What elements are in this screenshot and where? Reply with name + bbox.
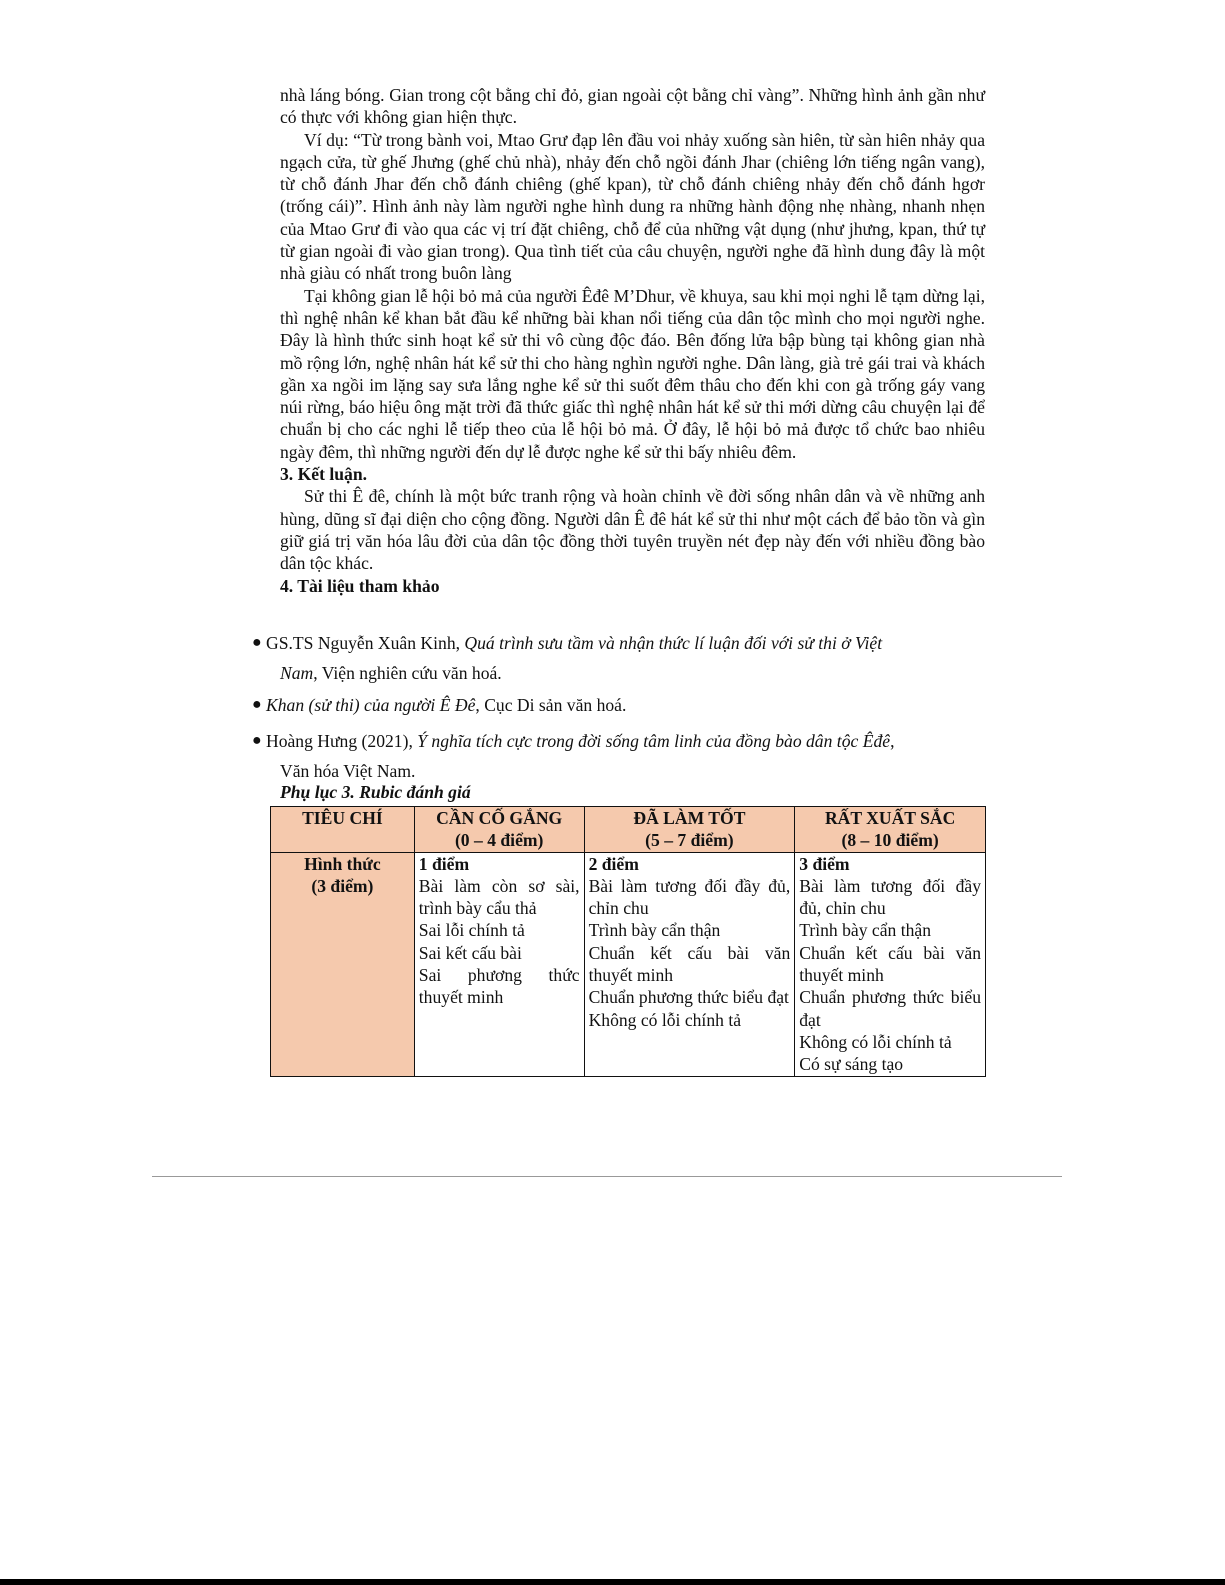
heading-conclusion: 3. Kết luận.	[280, 464, 367, 485]
header-level-2	[584, 807, 795, 853]
header-range: (8 – 10 điểm)	[841, 830, 939, 851]
rubric-item: Chuẩn phương thức biểu đạt	[588, 987, 789, 1008]
reference-title: Ý nghĩa tích cực trong đời sống tâm linh của đồng bào dân tộc Êđê	[417, 731, 891, 751]
table-header-row	[271, 807, 986, 853]
reference-author: GS.TS Nguyễn Xuân Kinh,	[266, 633, 465, 653]
paragraph-1: nhà láng bóng. Gian trong cột bằng chỉ đỏ, gian ngoài cột bằng chỉ vàng”. Những hình ảnh gần như có thực với không gian hiện thực.	[280, 85, 985, 128]
reference-publisher: Văn hóa Việt Nam.	[280, 761, 416, 781]
reference-punct: ,	[890, 731, 895, 751]
paragraph-2: Ví dụ: “Từ trong bành voi, Mtao Grư đạp lên đầu voi nhảy xuống sàn hiên, từ sàn hiên nhảy qua ngạch cửa, từ ghế Jhưng (ghế chủ nhà), nhảy đến chỗ ngồi đánh Jhar (chiêng lớn tiếng ngân vang), từ chỗ đánh Jhar đến chỗ đánh chiêng (ghế kpan), từ chỗ đánh chiêng nhảy đến chỗ đánh hgơr (trống cái)”. Hình ảnh này làm người nghe hình dung ra những hành động nhẹ nhàng, nhanh nhẹn của Mtao Grư đi vào qua các vị trí đặt chiêng, chỗ để của những vật dụng (như jhưng, kpan, thứ tự từ gian ngoài đi vào gian trong). Qua tình tiết của câu chuyện, người nghe đã hình dung đây là một nhà giàu có nhất trong buôn làng	[280, 129, 985, 284]
bullet-icon: ●	[252, 696, 262, 713]
page-divider	[152, 1176, 1062, 1177]
reference-title: Khan (sử thi) của người Ê Đê	[266, 695, 476, 715]
document-body	[280, 84, 985, 597]
rubric-item: Sai lỗi chính tả	[418, 920, 525, 941]
table-row	[271, 852, 986, 1076]
paragraph-4: Sử thi Ê đê, chính là một bức tranh rộng và hoàn chỉnh về đời sống nhân dân và về những anh hùng, dũng sĩ đại diện cho cộng đồng. Người dân Ê đê hát kể sử thi như một cách để bảo tồn và gìn giữ giá trị văn hóa lâu đời của dân tộc đồng thời tuyên truyền nét đẹp này đến với nhiều đồng bào dân tộc khác.	[280, 486, 985, 574]
level-2-cell	[584, 852, 795, 1076]
criterion-name: Hình thức	[304, 853, 381, 874]
reference-publisher: , Cục Di sản văn hoá.	[475, 695, 627, 715]
rubric-item: Không có lỗi chính tả	[799, 1031, 952, 1052]
paragraph-3: Tại không gian lễ hội bỏ mả của người Êđê M’Dhur, về khuya, sau khi mọi nghi lễ tạm dừng lại, thì nghệ nhân kể khan bắt đầu kể những bài khan nổi tiếng của dân tộc mình cho mọi người nghe. Đây là hình thức sinh hoạt kể sử thi vô cùng độc đáo. Bên đống lửa bập bùng tại không gian nhà mồ rộng lớn, nghệ nhân hát kể sử thi cho hàng nghìn người nghe. Dân làng, già trẻ gái trai và khách gần xa ngồi im lặng say sưa lắng nghe kể sử thi suốt đêm thâu cho đến khi con gà trống gáy vang núi rừng, báo hiệu ông mặt trời đã thức giấc thì nghệ nhân hát kể sử thi mới dừng câu chuyện lại để chuẩn bị cho các nghi lễ tiếp theo của lễ hội bỏ mả. Ở đây, lễ hội bỏ mả được tổ chức bao nhiêu ngày đêm, thì những người đến dự lễ được nghe kể sử thi bấy nhiêu đêm.	[280, 285, 985, 462]
reference-title: Quá trình sưu tầm và nhận thức lí luận đối với sử thi ở Việt	[464, 633, 883, 653]
reference-title-cont: Nam	[280, 663, 314, 683]
bullet-icon: ●	[252, 732, 262, 749]
bullet-icon: ●	[252, 634, 262, 651]
bottom-edge	[0, 1579, 1225, 1585]
rubric-item: Chuẩn kết cấu bài văn thuyết minh	[799, 942, 981, 986]
header-text: CẦN CỐ GẮNG	[436, 808, 563, 828]
header-text: ĐÃ LÀM TỐT	[633, 808, 746, 828]
header-level-1	[414, 807, 584, 853]
score-label: 1 điểm	[418, 853, 470, 874]
rubric-item: Chuẩn kết cấu bài văn thuyết minh	[588, 942, 791, 986]
table-caption: Phụ lục 3. Rubic đánh giá	[280, 782, 471, 802]
header-text: RẤT XUẤT SẮC	[824, 808, 956, 828]
rubric-item: Bài làm còn sơ sài, trình bày cẩu thả	[418, 875, 580, 919]
rubric-item: Sai phương thức thuyết minh	[418, 965, 580, 1008]
rubric-item: Chuẩn phương thức biểu đạt	[799, 987, 981, 1030]
reference-publisher: , Viện nghiên cứu văn hoá.	[313, 663, 502, 683]
rubric-item: Không có lỗi chính tả	[588, 1009, 742, 1030]
header-text: TIÊU CHÍ	[302, 808, 383, 828]
criterion-points: (3 điểm)	[311, 875, 374, 896]
header-range: (0 – 4 điểm)	[454, 830, 544, 851]
reference-author: Hoàng Hưng (2021),	[266, 731, 418, 751]
reference-item	[252, 628, 987, 688]
criterion-cell	[271, 852, 415, 1076]
rubric-item: Bài làm tương đối đầy đủ, chỉn chu	[588, 875, 791, 919]
rubric-item: Sai kết cấu bài	[418, 942, 522, 963]
level-1-cell	[414, 852, 584, 1076]
rubric-item: Có sự sáng tạo	[799, 1054, 904, 1075]
reference-list	[252, 628, 987, 786]
score-label: 3 điểm	[799, 853, 850, 874]
header-level-3	[795, 807, 986, 853]
level-3-cell	[795, 852, 986, 1076]
reference-item	[252, 690, 987, 720]
reference-item	[252, 726, 987, 786]
header-criterion	[271, 807, 415, 853]
rubric-item: Trình bày cẩn thận	[799, 920, 932, 941]
rubric-table	[270, 806, 986, 1077]
rubric-item: Bài làm tương đối đầy đủ, chỉn chu	[799, 875, 981, 919]
header-range: (5 – 7 điểm)	[645, 830, 734, 851]
heading-references: 4. Tài liệu tham khảo	[280, 575, 440, 596]
rubric-item: Trình bày cẩn thận	[588, 920, 721, 941]
score-label: 2 điểm	[588, 853, 639, 874]
